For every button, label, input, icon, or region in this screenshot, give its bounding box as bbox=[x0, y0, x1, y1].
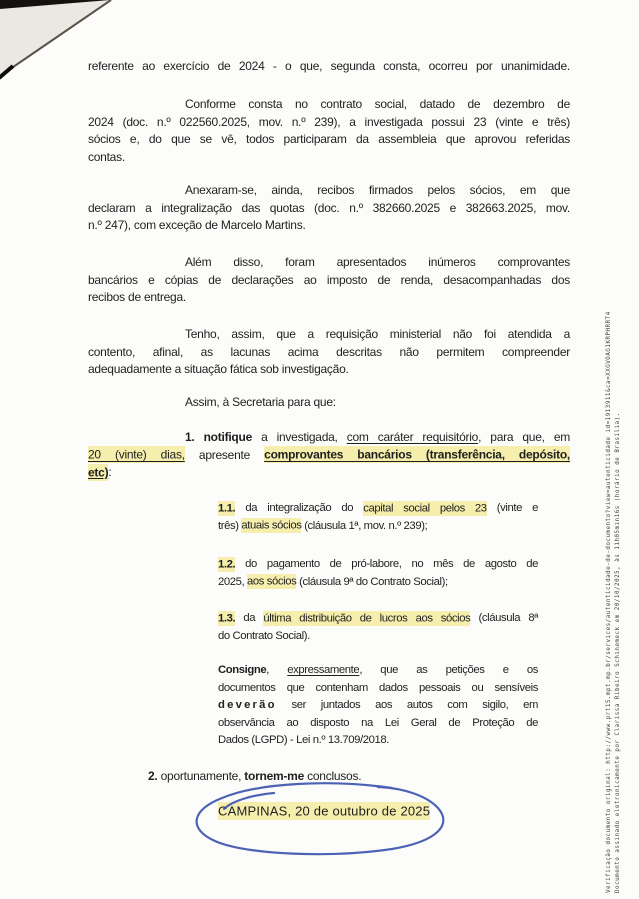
text-line bbox=[88, 326, 570, 344]
bold-text: Consigne bbox=[218, 664, 267, 676]
highlighted-text: última distribuição de lucros aos sócios bbox=[263, 612, 471, 624]
paragraph-opening bbox=[88, 58, 570, 76]
underlined-text: com caráter requisitório bbox=[346, 430, 479, 444]
highlighted-text: 20 (vinte) dias, bbox=[88, 447, 185, 462]
text-segment: (cláusula 1ª, mov. n.º 239); bbox=[301, 519, 428, 532]
text-line bbox=[218, 500, 538, 518]
text-line bbox=[88, 464, 570, 482]
text-line bbox=[88, 394, 570, 412]
text-line bbox=[88, 131, 570, 149]
text-segment: declaram a integralização das quotas (doc. n.º 382660.2025 e 382663.2025, mov. bbox=[88, 200, 570, 215]
text-segment: do Contrato Social). bbox=[218, 629, 310, 642]
text-line bbox=[218, 715, 538, 733]
text-line bbox=[88, 344, 570, 362]
text-segment: sócios e, do que se vê, todos participaram da assembleia que aprovou referidas bbox=[88, 132, 570, 146]
paragraph-consigne bbox=[218, 662, 538, 750]
text-segment: Assim, à Secretaria para que: bbox=[185, 395, 336, 409]
text-segment: apresente bbox=[184, 447, 265, 462]
text-segment: referente ao exercício de 2024 - o que, segunda consta, ocorreu por unanimidade. bbox=[88, 59, 570, 73]
stamp-signed-line: Documento assinado eletronicamente por Clarissa Ribeiro Schinemeck em 20/10/2025, às 11h05min16s (horário de Brasília). bbox=[614, 412, 621, 893]
pen-ellipse-stroke bbox=[197, 783, 444, 854]
text-segment: conclusos. bbox=[304, 769, 362, 783]
highlighted-text: CAMPINAS, 20 de outubro de 2025 bbox=[218, 803, 431, 818]
item-1-2 bbox=[218, 556, 538, 591]
text-segment: a investigada, bbox=[252, 430, 347, 444]
text-line bbox=[218, 518, 538, 536]
page-fold-corner bbox=[0, 0, 130, 90]
item-1-3 bbox=[218, 610, 538, 645]
text-line bbox=[218, 610, 538, 628]
item-1-notifique bbox=[88, 429, 570, 482]
text-line bbox=[88, 114, 570, 132]
highlighted-text: atuais sócios bbox=[241, 519, 302, 532]
text-segment: observância ao disposto na Lei Geral de Proteção de bbox=[218, 716, 538, 729]
signature-stamp-vertical bbox=[605, 281, 622, 893]
text-line bbox=[218, 680, 538, 698]
text-segment: : bbox=[108, 465, 112, 479]
text-segment: (cláusula 8ª bbox=[470, 612, 538, 624]
item-number: 2. bbox=[148, 769, 158, 783]
text-line bbox=[88, 58, 570, 76]
text-line bbox=[88, 182, 570, 200]
text-line bbox=[218, 628, 538, 646]
item-number: 1.3. bbox=[218, 612, 236, 624]
text-line bbox=[88, 272, 570, 290]
text-segment: documentos que contenham dados pessoais ou sensíveis bbox=[218, 681, 538, 694]
text-segment: Anexaram-se, ainda, recibos firmados pelos sócios, em que bbox=[185, 183, 570, 197]
highlighted-text: capital social pelos 23 bbox=[363, 502, 487, 514]
text-segment: , bbox=[266, 664, 288, 676]
text-line bbox=[88, 429, 570, 447]
text-segment: (cláusula 9ª do Contrato Social); bbox=[296, 575, 448, 588]
text-segment: Além disso, foram apresentados inúmeros comprovantes bbox=[185, 255, 570, 269]
text-line bbox=[88, 96, 570, 114]
underlined-text: expressamente bbox=[287, 664, 360, 676]
text-line bbox=[88, 447, 570, 465]
bold-text: tornem-me bbox=[244, 769, 305, 783]
text-segment: ser juntados aos autos com sigilo, em bbox=[276, 699, 538, 711]
text-segment: adequadamente a situação fática sob investigação. bbox=[88, 362, 349, 376]
text-line bbox=[218, 732, 538, 750]
bold-spaced-text: deverão bbox=[218, 699, 277, 711]
text-segment: do pagamento de pró-labore, no mês de agosto de bbox=[235, 558, 538, 570]
text-line bbox=[218, 697, 538, 715]
text-line bbox=[88, 200, 570, 218]
text-segment: recibos de entrega. bbox=[88, 290, 186, 304]
item-1-1 bbox=[218, 500, 538, 535]
stamp-verification-line: Verificação documento original: http://www.prt15.mpt.mp.br/services/autenticidade-de-documento?view=autenticidade id=1913911&ca=XXGVOAG1KRPHRRT4 bbox=[606, 311, 612, 893]
text-segment: bancários e cópias de declarações ao imposto de renda, desacompanhadas dos bbox=[88, 272, 570, 287]
paragraph-requisicao bbox=[88, 326, 570, 379]
item-number: 1.2. bbox=[218, 558, 236, 570]
highlighted-text: comprovantes bancários (transferência, depósito, bbox=[264, 447, 571, 462]
text-line bbox=[218, 662, 538, 680]
text-segment: , que as petições e os bbox=[359, 664, 538, 676]
text-segment: Dados (LGPD) - Lei n.º 13.709/2018. bbox=[218, 734, 389, 746]
text-line bbox=[218, 574, 538, 592]
paragraph-comprovantes bbox=[88, 254, 570, 307]
pen-circle-annotation bbox=[180, 772, 465, 867]
text-line bbox=[218, 556, 538, 574]
highlighted-text: etc) bbox=[88, 465, 109, 479]
text-segment: , para que, em bbox=[478, 430, 570, 444]
text-line bbox=[88, 361, 570, 379]
highlighted-text: aos sócios bbox=[247, 575, 297, 588]
text-segment: oportunamente, bbox=[157, 769, 245, 783]
text-segment: contas. bbox=[88, 149, 125, 164]
text-segment: 2025, bbox=[218, 575, 248, 588]
paragraph-recibos bbox=[88, 182, 570, 235]
text-segment: da bbox=[235, 612, 264, 624]
text-line bbox=[88, 289, 570, 307]
text-line bbox=[88, 217, 570, 235]
text-segment: três) bbox=[218, 519, 242, 532]
text-segment: da integralização do bbox=[235, 502, 364, 514]
text-line bbox=[88, 149, 570, 167]
item-number: 1. notifique bbox=[185, 430, 252, 444]
paragraph-contrato-social bbox=[88, 96, 570, 166]
paragraph-secretaria bbox=[88, 394, 570, 412]
text-segment: n.º 247), com exceção de Marcelo Martins. bbox=[88, 218, 306, 232]
text-segment: 2024 (doc. n.º 022560.2025, mov. n.º 239), a investigada possui 23 (vinte e três) bbox=[88, 114, 570, 129]
text-segment: Conforme consta no contrato social, datado de dezembro de bbox=[185, 97, 570, 111]
item-number: 1.1. bbox=[218, 502, 236, 514]
text-segment: (vinte e bbox=[486, 502, 538, 514]
text-segment: contento, afinal, as lacunas acima descritas não permitem compreender bbox=[88, 344, 570, 359]
text-segment: Tenho, assim, que a requisição ministerial não foi atendida a bbox=[185, 327, 570, 341]
text-line bbox=[88, 254, 570, 272]
